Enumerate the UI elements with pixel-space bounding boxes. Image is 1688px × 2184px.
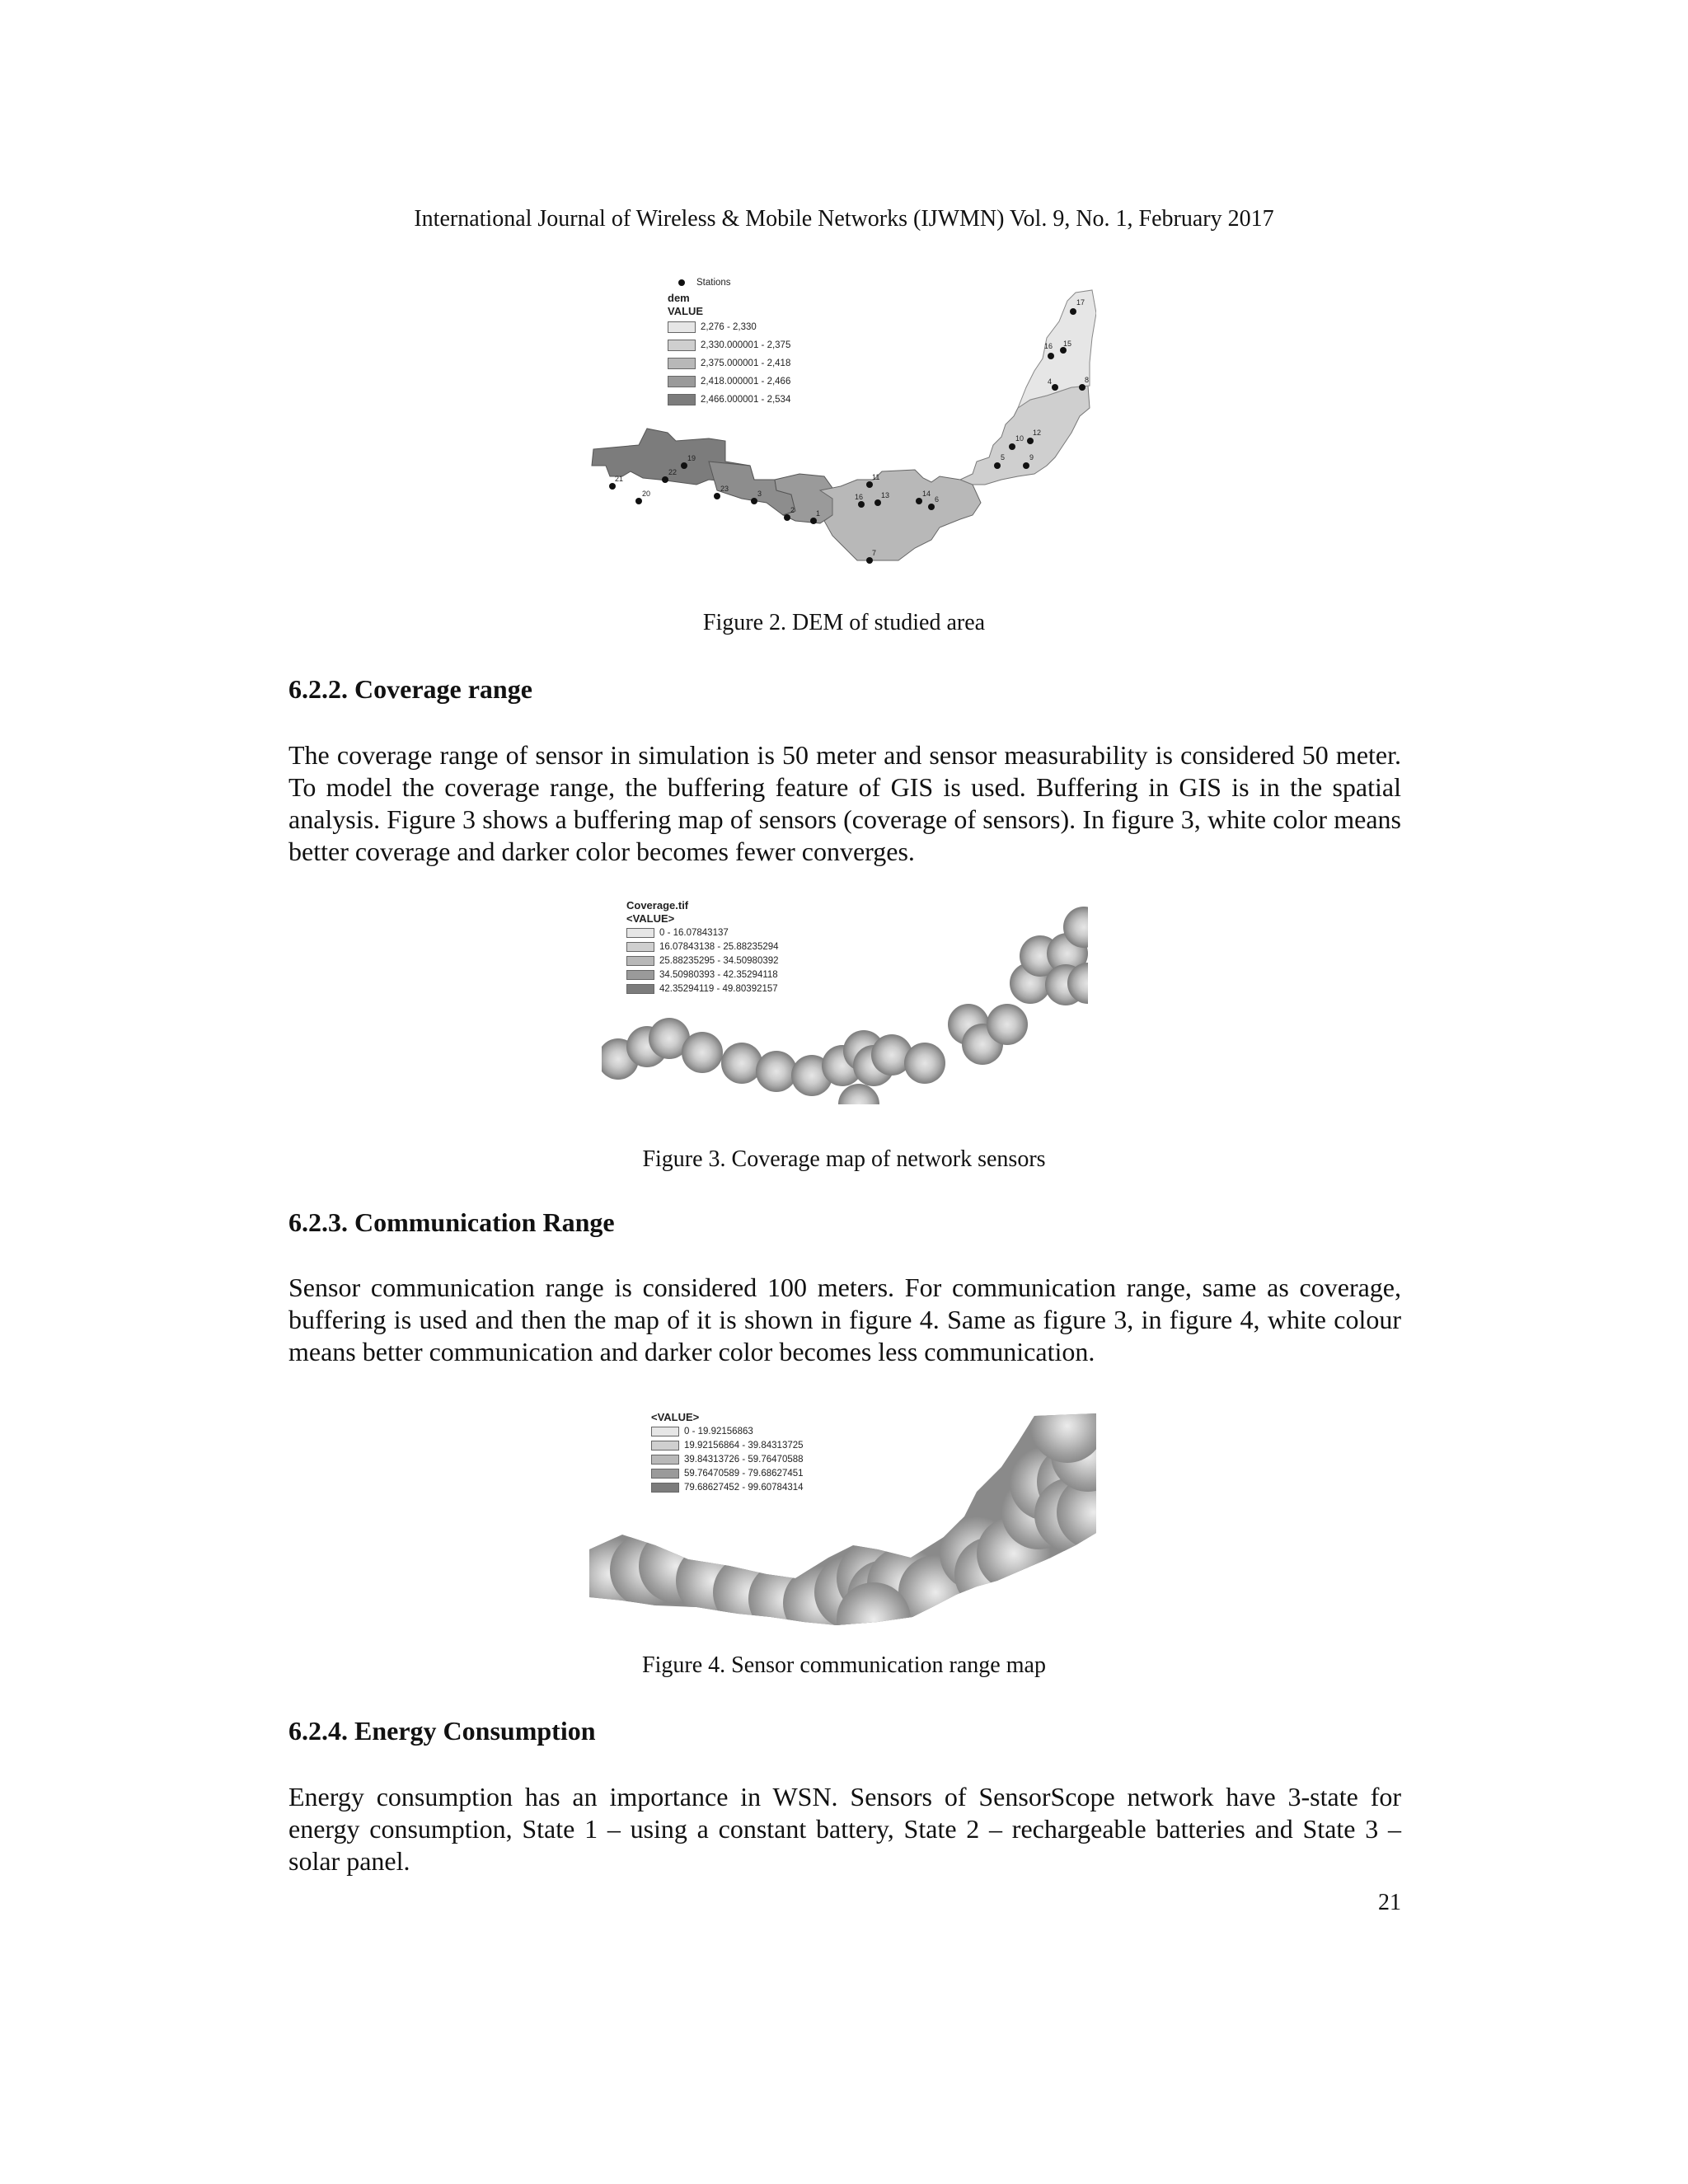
legend-field-name: <VALUE> xyxy=(626,912,675,925)
station-label: 17 xyxy=(1076,298,1085,307)
figure-3-caption: Figure 3. Coverage map of network sensors xyxy=(642,1146,1046,1172)
legend-stations: Stations xyxy=(668,274,790,292)
station-label: 10 xyxy=(1015,434,1025,443)
station-label: 23 xyxy=(720,485,729,493)
station-label: 13 xyxy=(881,491,890,499)
figure-3-legend xyxy=(626,899,779,996)
figure-4-communication-map xyxy=(589,1401,1096,1628)
legend-layer-name: Coverage.tif xyxy=(626,899,689,912)
legend-class: 2,276 - 2,330 xyxy=(668,318,790,336)
station-label: 1 xyxy=(816,509,821,518)
station-label: 3 xyxy=(757,490,762,498)
legend-class: 2,375.000001 - 2,418 xyxy=(668,354,790,373)
dem-map-svg xyxy=(585,264,1096,577)
page-number: 21 xyxy=(1378,1890,1401,1915)
station-label: 16 xyxy=(855,493,864,501)
figure-3-coverage-map xyxy=(602,894,1088,1104)
figure-2-dem-map xyxy=(585,264,1096,577)
legend-class: 39.84313726 - 59.76470588 xyxy=(651,1452,804,1466)
figure-2-legend xyxy=(668,274,790,409)
section-heading-energy-consumption: 6.2.4. Energy Consumption xyxy=(288,1716,596,1746)
legend-class: 0 - 16.07843137 xyxy=(626,926,779,940)
section-heading-coverage-range: 6.2.2. Coverage range xyxy=(288,674,532,704)
station-label: 14 xyxy=(922,490,931,498)
figure-2-caption: Figure 2. DEM of studied area xyxy=(702,610,986,635)
legend-layer-name: dem xyxy=(668,292,690,304)
station-label: 20 xyxy=(642,490,651,498)
legend-class: 59.76470589 - 79.68627451 xyxy=(651,1466,804,1480)
station-label: 9 xyxy=(1029,453,1034,462)
paragraph-communication-range: Sensor communication range is considered 100 meters. For communication range, same as coverage, buffering is used and then the map of it is shown in figure 4. Same as figure 3, in figure 4, white colour means better communication and darker color becomes less communication. xyxy=(288,1272,1401,1366)
station-label: 19 xyxy=(687,454,696,462)
station-label: 7 xyxy=(872,549,877,557)
station-label: 21 xyxy=(615,475,624,483)
legend-class: 25.88235295 - 34.50980392 xyxy=(626,954,779,968)
station-label: 15 xyxy=(1063,340,1072,348)
figure-4-caption: Figure 4. Sensor communication range map xyxy=(642,1652,1046,1678)
legend-class: 2,418.000001 - 2,466 xyxy=(668,373,790,391)
running-header: International Journal of Wireless & Mobile Networks (IJWMN) Vol. 9, No. 1, February 2017 xyxy=(414,206,1274,232)
legend-field-name: VALUE xyxy=(668,305,704,317)
station-label: 2 xyxy=(790,506,795,514)
station-label: 4 xyxy=(1048,377,1053,386)
station-label: 11 xyxy=(872,473,880,481)
legend-class: 42.35294119 - 49.80392157 xyxy=(626,982,779,996)
station-label: 12 xyxy=(1033,429,1042,437)
station-label: 6 xyxy=(935,495,940,504)
station-label: 5 xyxy=(1001,453,1006,462)
legend-class: 2,330.000001 - 2,375 xyxy=(668,336,790,354)
legend-class: 79.68627452 - 99.60784314 xyxy=(651,1480,804,1494)
legend-class: 34.50980393 - 42.35294118 xyxy=(626,968,779,982)
figure-4-legend xyxy=(651,1411,804,1494)
legend-field-name: <VALUE> xyxy=(651,1411,700,1423)
station-label: 8 xyxy=(1085,376,1090,384)
station-dot-icon xyxy=(678,279,685,286)
legend-class: 2,466.000001 - 2,534 xyxy=(668,391,790,409)
legend-class: 16.07843138 - 25.88235294 xyxy=(626,940,779,954)
paragraph-energy-consumption: Energy consumption has an importance in WSN. Sensors of SensorScope network have 3-state for energy consumption, State 1 – using a constant battery, State 2 – rechargeable batteries and State 3 – solar panel. xyxy=(288,1782,1401,1876)
section-heading-communication-range: 6.2.3. Communication Range xyxy=(288,1207,615,1237)
legend-class: 0 - 19.92156863 xyxy=(651,1424,804,1438)
paragraph-coverage-range: The coverage range of sensor in simulation is 50 meter and sensor measurability is considered 50 meter. To model the coverage range, the buffering feature of GIS is used. Buffering in GIS is in the spatial analysis. Figure 3 shows a buffering map of sensors (coverage of sensors). In figure 3, white color means better coverage and darker color becomes fewer converges. xyxy=(288,740,1401,866)
dem-region-center xyxy=(820,470,981,560)
station-label: 22 xyxy=(668,468,678,476)
station-label: 16 xyxy=(1044,342,1053,350)
legend-class: 19.92156864 - 39.84313725 xyxy=(651,1438,804,1452)
